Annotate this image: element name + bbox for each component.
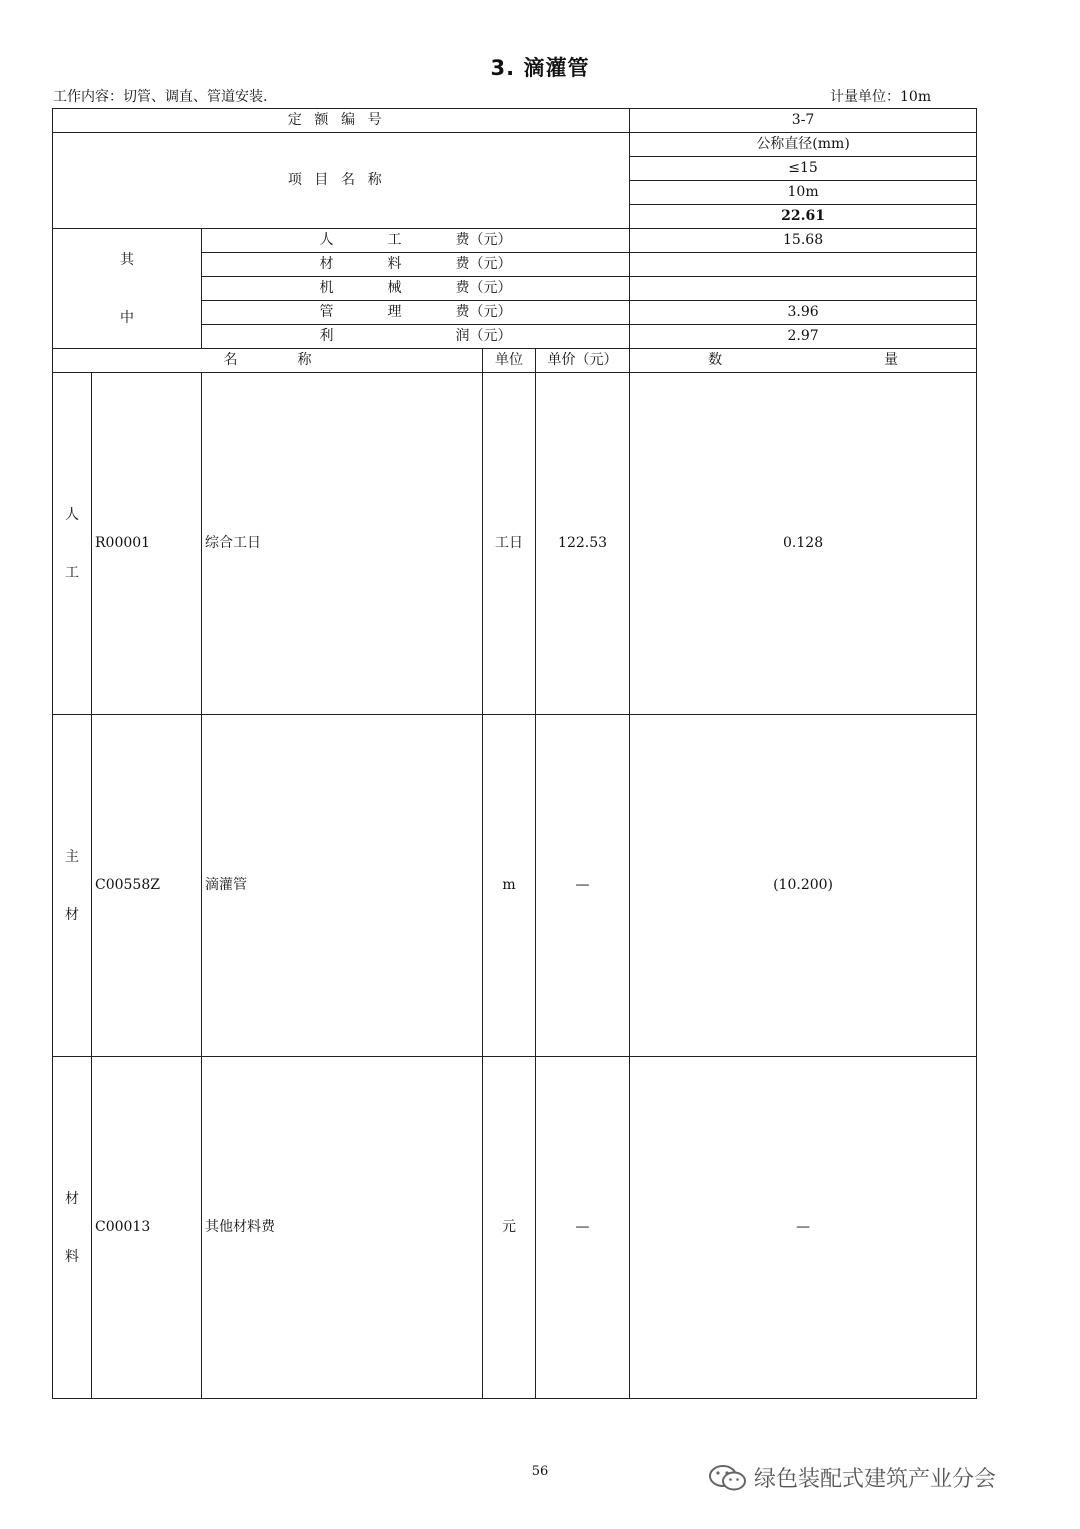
item-price: 122.53 <box>536 373 630 715</box>
breakdown-group-label: 其 中 <box>53 229 202 349</box>
item-price: — <box>536 715 630 1057</box>
item-price: — <box>536 1057 630 1399</box>
watermark <box>706 1462 996 1493</box>
breakdown-row: 其 中 人工费（元） 15.68 <box>53 229 977 253</box>
item-unit: 工日 <box>483 373 536 715</box>
item-code: R00001 <box>92 373 202 715</box>
cost-value <box>630 277 977 301</box>
page-number: 56 <box>531 1464 549 1479</box>
cost-value: 3.96 <box>630 301 977 325</box>
category-label: 主 材 <box>53 715 92 1057</box>
breakdown-row: 管理费（元） 3.96 <box>53 301 977 325</box>
cost-name: 材料费 <box>319 255 470 272</box>
item-name: 滴灌管 <box>202 715 483 1057</box>
column-header-unit: 单位 <box>483 349 536 373</box>
quota-no-value: 3-7 <box>630 109 977 133</box>
spec-value: ≤15 <box>630 157 977 181</box>
cost-name: 机械费 <box>319 279 470 296</box>
page-title: 3. 滴灌管 <box>490 56 590 80</box>
quota-no-label: 定额编号 <box>287 111 395 128</box>
column-header-row <box>53 349 977 373</box>
cost-value <box>630 253 977 277</box>
column-header-name: 名称 <box>223 351 312 368</box>
cost-name: 管理费 <box>319 303 470 320</box>
spec-label-row <box>53 133 977 157</box>
item-unit: 元 <box>483 1057 536 1399</box>
measure-unit: 计量单位：10m <box>830 89 932 105</box>
base-price: 22.61 <box>630 205 977 229</box>
category-label: 人 工 <box>53 373 92 715</box>
item-name-label: 项目名称 <box>287 171 395 188</box>
item-quantity: (10.200) <box>630 715 977 1057</box>
item-code: C00013 <box>92 1057 202 1399</box>
watermark-text: 绿色装配式建筑产业分会 <box>754 1467 997 1492</box>
item-code: C00558Z <box>92 715 202 1057</box>
spec-label: 公称直径(mm) <box>630 133 977 157</box>
wechat-icon <box>706 1463 750 1493</box>
category-label: 材 料 <box>53 1057 92 1399</box>
item-unit: m <box>483 715 536 1057</box>
cost-value: 2.97 <box>630 325 977 349</box>
item-name: 综合工日 <box>202 373 483 715</box>
table-row <box>53 373 977 715</box>
cost-value: 15.68 <box>630 229 977 253</box>
item-quantity: — <box>630 1057 977 1399</box>
column-header-quantity: 数量 <box>708 351 899 368</box>
cost-name: 利润 <box>319 327 470 344</box>
table-row <box>53 715 977 1057</box>
quota-no-row <box>53 109 977 133</box>
breakdown-row: 机械费（元） <box>53 277 977 301</box>
breakdown-row: 材料费（元） <box>53 253 977 277</box>
unit-value: 10m <box>630 181 977 205</box>
item-name: 其他材料费 <box>202 1057 483 1399</box>
column-header-price: 单价（元） <box>536 349 630 373</box>
table-row <box>53 1057 977 1399</box>
item-quantity: 0.128 <box>630 373 977 715</box>
breakdown-row: 利润（元） 2.97 <box>53 325 977 349</box>
quota-table <box>52 108 977 1399</box>
cost-name: 人工费 <box>319 231 470 248</box>
work-content: 工作内容：切管、调直、管道安装. <box>53 89 268 105</box>
